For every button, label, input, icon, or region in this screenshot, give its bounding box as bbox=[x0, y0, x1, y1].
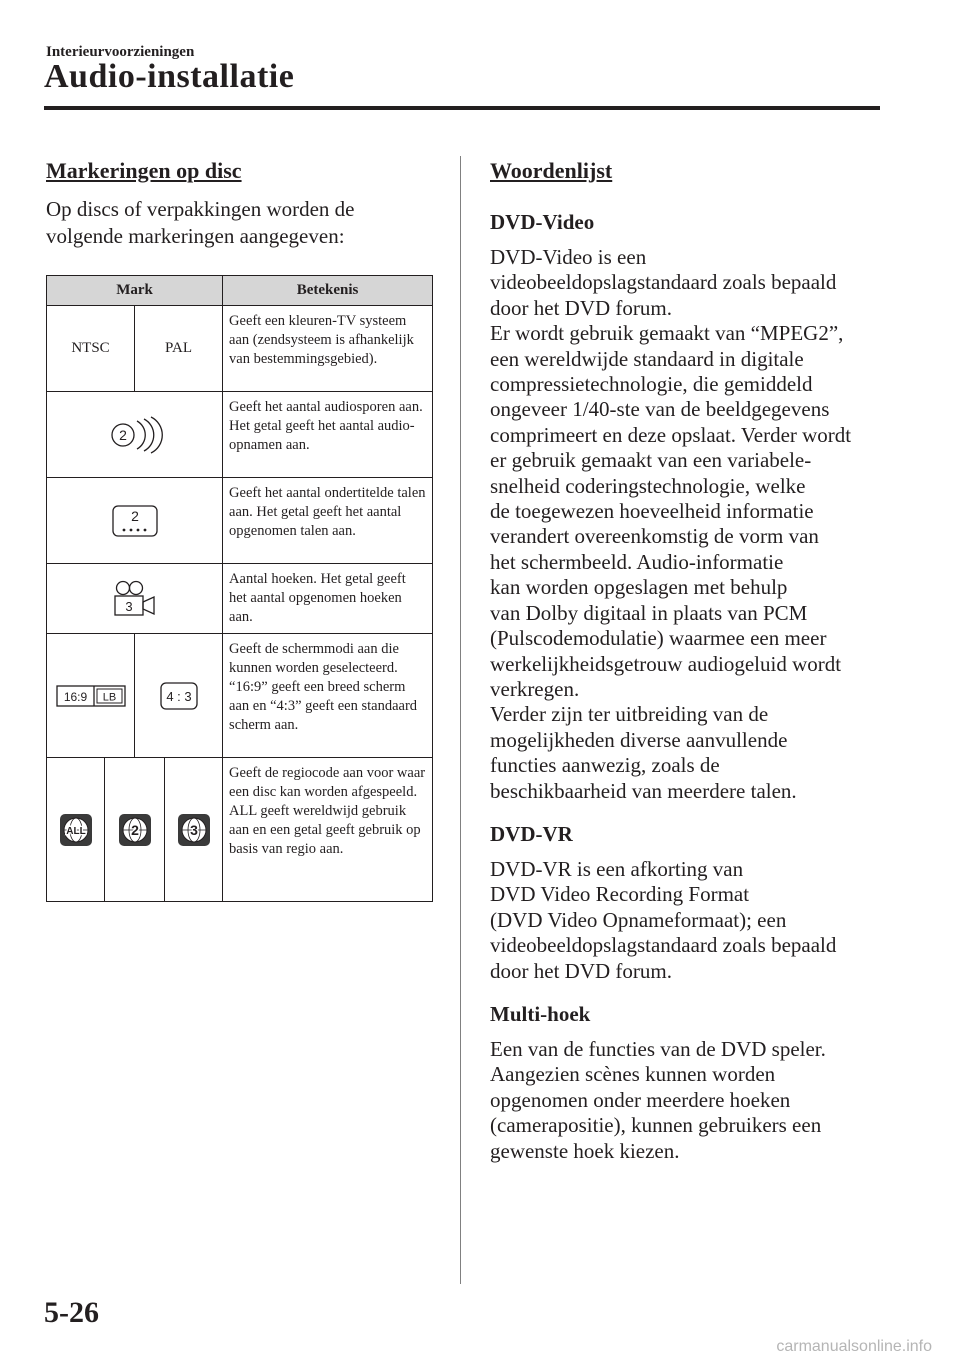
table-row bbox=[47, 392, 433, 478]
region-3-label: 3 bbox=[189, 821, 198, 838]
table-row bbox=[47, 564, 433, 634]
mark-camera-angle bbox=[47, 564, 223, 634]
mark-region-3 bbox=[165, 758, 223, 902]
term-multi-hoek-text: Een van de functies van de DVD speler. Aangezien scènes kunnen worden opgenomen onder meerdere hoeken (camerapositie), kunnen gebruikers een gewenste hoek kiezen. bbox=[490, 1036, 826, 1163]
section-kicker: Interieurvoorzieningen bbox=[46, 44, 195, 60]
camera-angle-number: 3 bbox=[124, 598, 133, 614]
widescreen-label: 16:9 bbox=[63, 689, 87, 704]
region-2-label: 2 bbox=[130, 821, 139, 838]
row-meaning: Aantal hoeken. Het getal geeft het aantal opgenomen hoeken aan. bbox=[223, 564, 433, 634]
table-row bbox=[47, 478, 433, 564]
mark-subtitles bbox=[47, 478, 223, 564]
term-dvd-vr-text: DVD-VR is een afkorting van DVD Video Recording Format (DVD Video Opnameformaat); een videobeeldopslagstandaard zoals bepaald door het DVD forum. bbox=[490, 856, 837, 983]
globe-region-all-icon bbox=[59, 813, 93, 847]
widescreen-lb-icon bbox=[56, 684, 126, 708]
standard-screen-label: 4 : 3 bbox=[165, 688, 192, 704]
disc-markings-table bbox=[46, 275, 433, 902]
letterbox-label: LB bbox=[102, 691, 116, 703]
audio-tracks-number: 2 bbox=[118, 426, 127, 443]
standard-screen-icon bbox=[159, 681, 199, 711]
table-row bbox=[47, 306, 433, 392]
row-meaning: Geeft een kleuren-TV systeem aan (zendsysteem is afhankelijk van bestemmingsgebied). bbox=[223, 306, 433, 392]
row-meaning: Geeft de schermmodi aan die kunnen worden geselecteerd. “16:9” geeft een breed scherm aan en “4:3” geeft een standaard scherm aan. bbox=[223, 634, 433, 758]
row-meaning: Geeft de regiocode aan voor waar een disc kan worden afgespeeld. ALL geeft wereldwijd gebruik aan en een getal geeft gebruik op basis van regio aan. bbox=[223, 758, 433, 902]
audio-tracks-icon bbox=[105, 415, 165, 455]
header-mark: Mark bbox=[47, 276, 223, 306]
table-row bbox=[47, 634, 433, 758]
row-meaning: Geeft het aantal ondertitelde talen aan. Het getal geeft het aantal opgenomen talen aan. bbox=[223, 478, 433, 564]
globe-region-2-icon bbox=[118, 813, 152, 847]
subtitles-icon bbox=[111, 504, 159, 538]
header-meaning: Betekenis bbox=[223, 276, 433, 306]
camera-angle-icon bbox=[110, 579, 160, 619]
page-number: 5-26 bbox=[44, 1296, 99, 1329]
watermark: carmanualsonline.info bbox=[776, 1338, 932, 1355]
glossary-heading: Woordenlijst bbox=[490, 158, 613, 183]
mark-widescreen bbox=[47, 634, 135, 758]
mark-ntsc: NTSC bbox=[47, 306, 135, 392]
term-dvd-video: DVD-Video bbox=[490, 210, 595, 234]
mark-standard bbox=[135, 634, 223, 758]
mark-pal: PAL bbox=[135, 306, 223, 392]
disc-markings-intro: Op discs of verpakkingen worden de volgende markeringen aangegeven: bbox=[46, 197, 355, 248]
table-row bbox=[47, 758, 433, 902]
row-meaning: Geeft het aantal audiosporen aan. Het getal geeft het aantal audio-opnamen aan. bbox=[223, 392, 433, 478]
column-divider bbox=[460, 156, 461, 1284]
page-title: Audio-installatie bbox=[44, 58, 295, 95]
mark-region-all bbox=[47, 758, 105, 902]
term-dvd-video-text: DVD-Video is een videobeeldopslagstandaard zoals bepaald door het DVD forum. Er wordt gebruik gemaakt van “MPEG2”, een wereldwijde standaard in digitale compressietechnologie, die gemiddeld ongeveer 1/40-ste van de beeldgegevens comprimeert en deze opslaat. Verder wordt er gebruik gemaakt van een variabele- snelheid coderingstechnologie, welke de toegewezen hoeveelheid informatie verandert overeenkomstig de vorm van het schermbeeld. Audio-informatie kan worden opgeslagen met behulp van Dolby digitaal in plaats van PCM (Pulscodemodulatie) waarmee een meer werkelijkheidsgetrouw audiogeluid wordt verkregen. Verder zijn ter uitbreiding van de mogelijkheden diverse aanvullende functies aanwezig, zoals de beschikbaarheid van meerdere talen. bbox=[490, 245, 852, 803]
subtitles-number: 2 bbox=[130, 507, 139, 524]
globe-region-3-icon bbox=[177, 813, 211, 847]
term-dvd-vr: DVD-VR bbox=[490, 821, 573, 846]
region-all-label: ALL bbox=[65, 825, 86, 837]
mark-region-2 bbox=[105, 758, 165, 902]
header-rule bbox=[44, 106, 880, 110]
mark-audio-tracks bbox=[47, 392, 223, 478]
right-column bbox=[490, 158, 890, 1182]
table-header-row bbox=[47, 276, 433, 306]
term-multi-hoek: Multi-hoek bbox=[490, 1001, 591, 1026]
disc-markings-heading: Markeringen op disc bbox=[46, 158, 242, 183]
left-column bbox=[46, 158, 436, 250]
